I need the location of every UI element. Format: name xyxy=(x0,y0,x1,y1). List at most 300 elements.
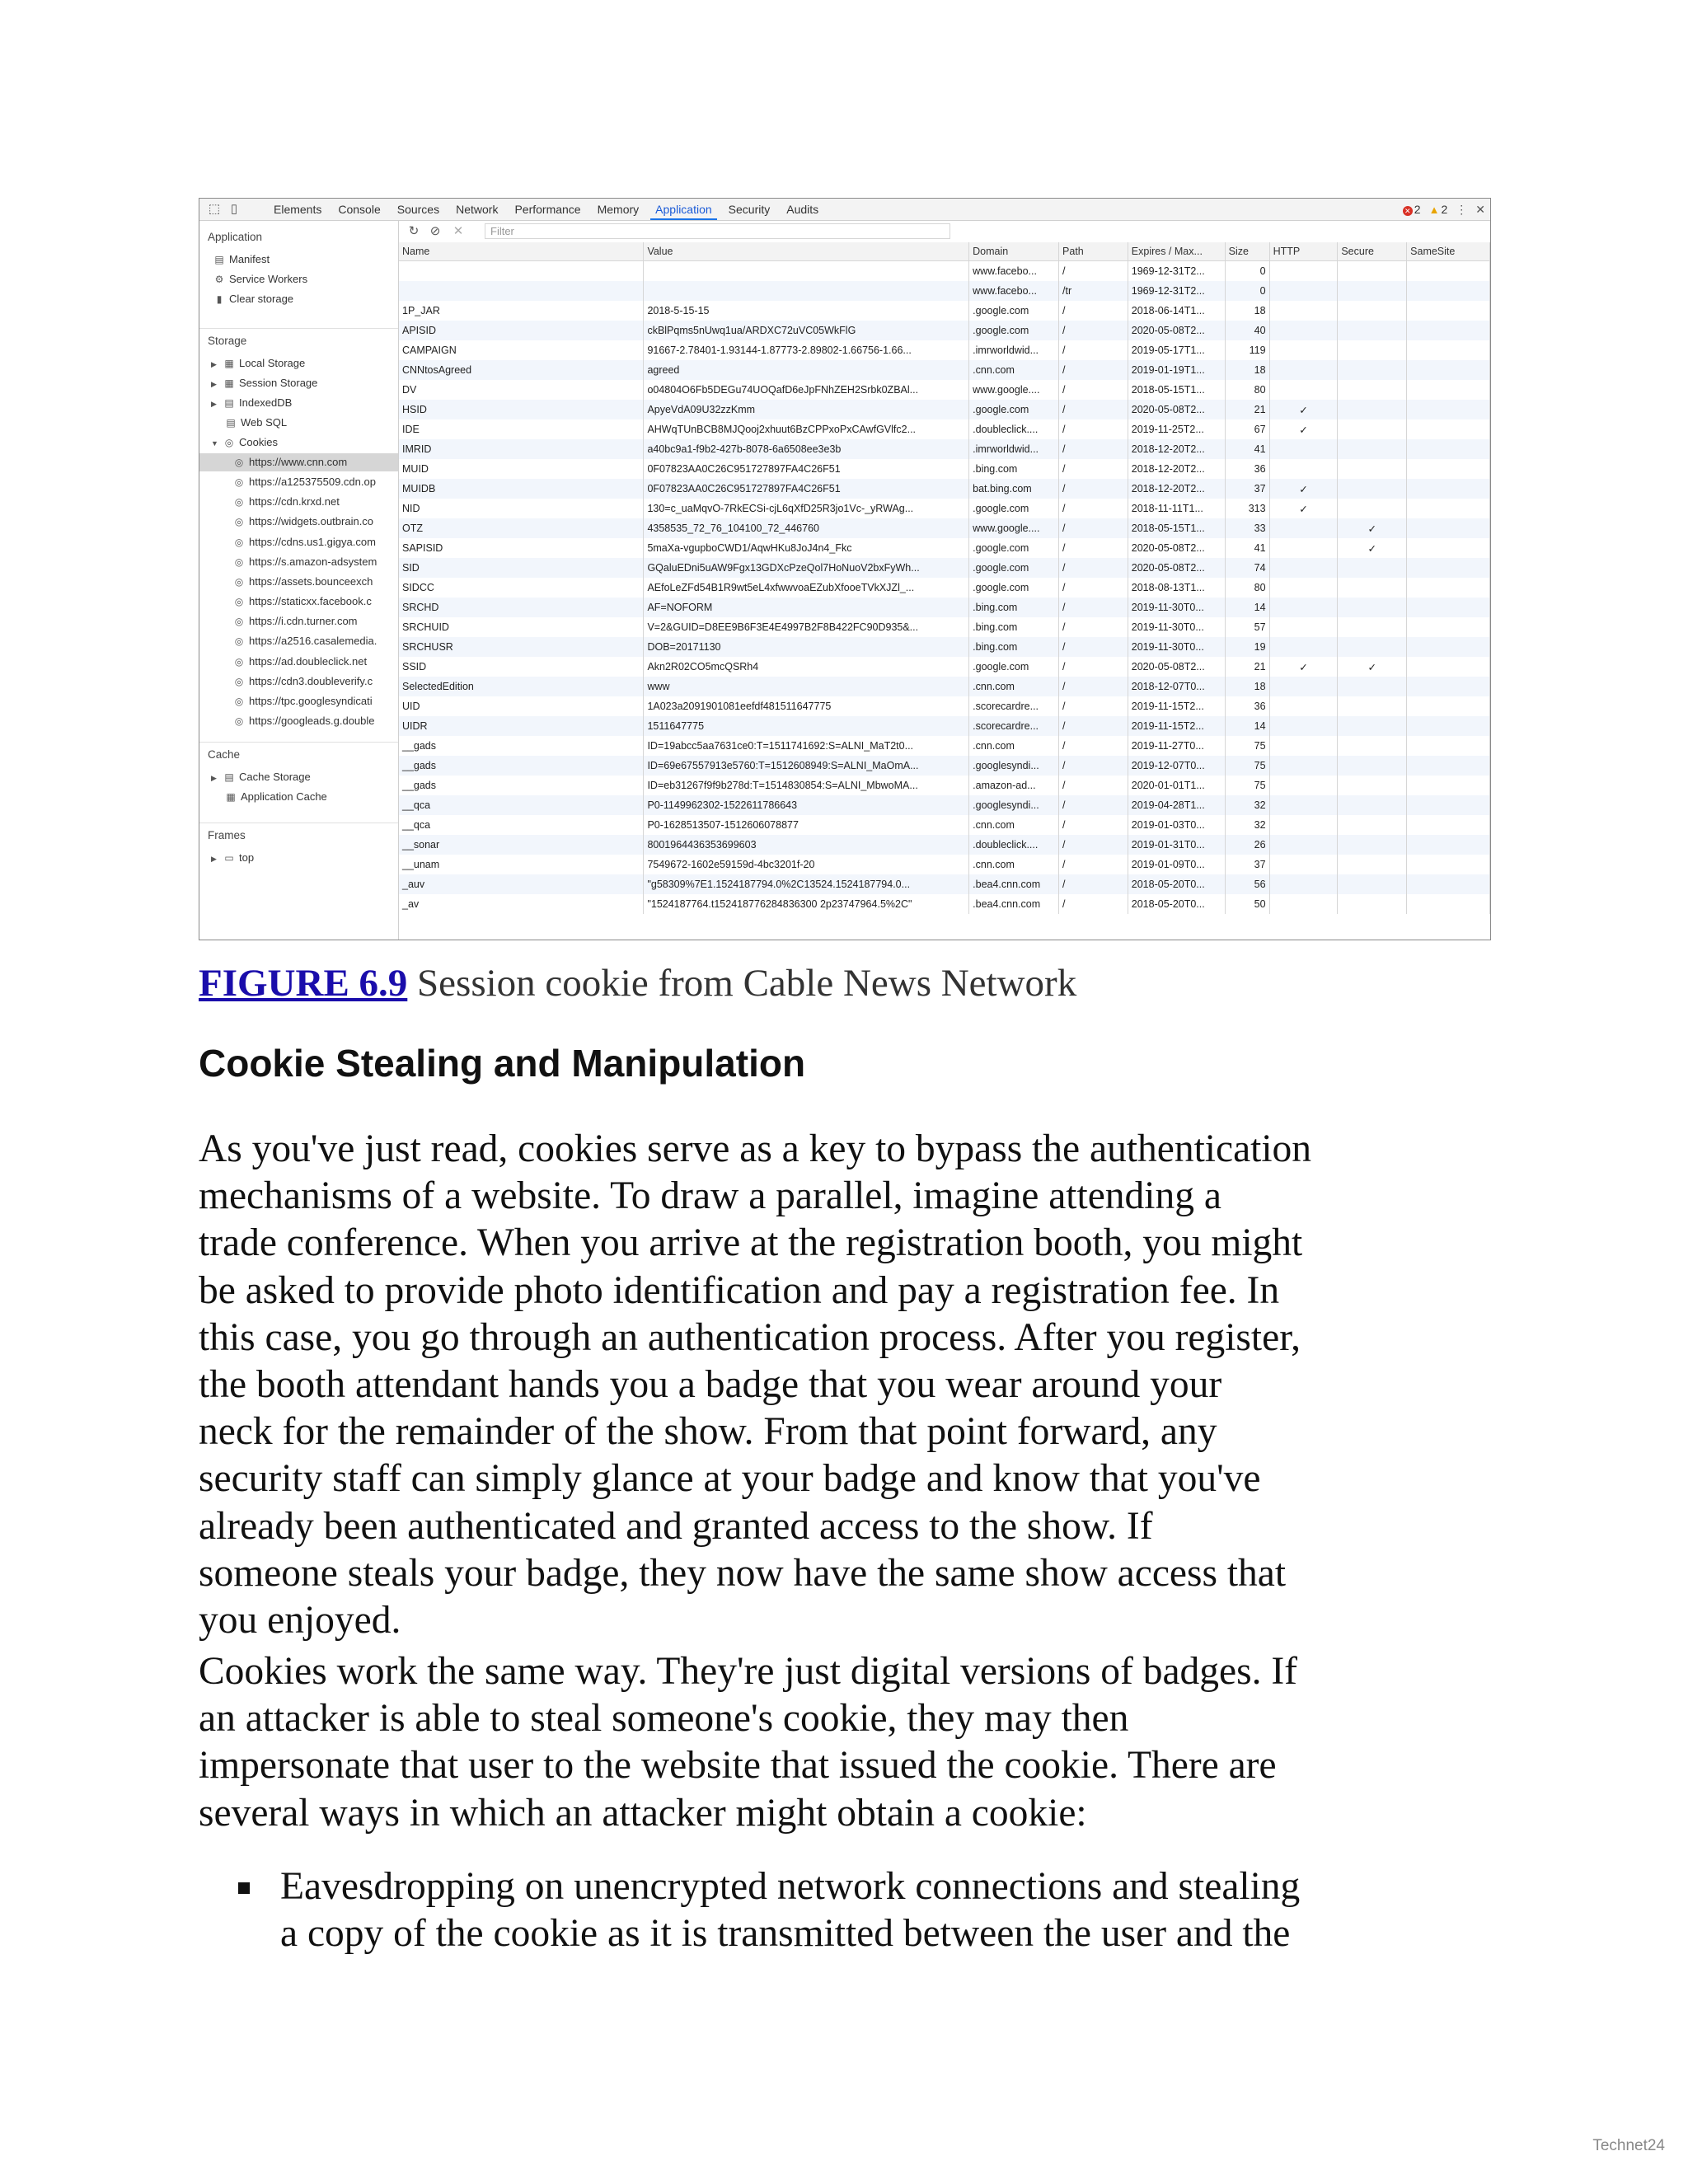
table-row[interactable] xyxy=(399,281,1490,301)
table-cell: 1A023a2091901081eefdf481511647775 xyxy=(644,696,969,716)
table-cell: .doubleclick.... xyxy=(969,419,1059,439)
table-cell: 2019-01-19T1... xyxy=(1128,360,1225,380)
sidebar-item-label: Local Storage xyxy=(239,357,306,369)
table-cell xyxy=(1407,400,1490,419)
devtools-tabs xyxy=(265,199,827,220)
table-row[interactable] xyxy=(399,795,1490,815)
table-cell: 1P_JAR xyxy=(399,301,644,321)
sidebar-item-indexeddb[interactable] xyxy=(211,394,292,412)
text-line: you enjoyed. xyxy=(199,1599,401,1643)
sidebar-item-cookie-site[interactable] xyxy=(232,513,373,531)
table-cell: 2020-05-08T2... xyxy=(1128,400,1225,419)
table-cell xyxy=(1338,716,1407,736)
table-cell: MUIDB xyxy=(399,479,644,499)
table-cell: SRCHUSR xyxy=(399,637,644,657)
table-cell: .google.com xyxy=(969,657,1059,677)
table-cell: ✓ xyxy=(1269,499,1338,518)
table-cell: 67 xyxy=(1225,419,1269,439)
table-row[interactable] xyxy=(399,558,1490,578)
table-cell: .google.com xyxy=(969,321,1059,340)
text-line: be asked to provide photo identification and pay a registration fee. In xyxy=(199,1268,1280,1312)
warning-count[interactable]: ▲ 2 xyxy=(1428,203,1448,216)
table-row[interactable] xyxy=(399,538,1490,558)
cookie-icon: ◎ xyxy=(234,575,244,588)
sidebar-item-label: https://staticxx.facebook.c xyxy=(249,595,372,608)
table-cell: 2019-11-30T0... xyxy=(1128,617,1225,637)
table-cell: .bea4.cnn.com xyxy=(969,874,1059,894)
table-cell: o04804O6Fb5DEGu74UOQafD6eJpFNhZEH2Srbk0ZBAl... xyxy=(644,380,969,400)
table-cell xyxy=(1269,321,1338,340)
table-cell xyxy=(1407,874,1490,894)
table-cell: 0F07823AA0C26C951727897FA4C26F51 xyxy=(644,459,969,479)
clear-all-icon[interactable]: ⊘ xyxy=(429,224,441,238)
table-row[interactable] xyxy=(399,617,1490,637)
sidebar-item-frame-top[interactable] xyxy=(211,849,254,867)
collapsed-arrow-icon[interactable]: ▶ xyxy=(211,360,217,368)
table-row[interactable] xyxy=(399,380,1490,400)
delete-selected-icon[interactable]: ✕ xyxy=(452,224,464,238)
sidebar-item-label: Application Cache xyxy=(241,790,327,803)
cookie-icon: ◎ xyxy=(234,635,244,648)
table-cell: 19 xyxy=(1225,637,1269,657)
text-line: someone steals your badge, they now have the same show access that xyxy=(199,1551,1287,1595)
table-cell: 2019-12-07T0... xyxy=(1128,756,1225,776)
expanded-arrow-icon[interactable]: ▼ xyxy=(211,439,218,448)
table-row[interactable] xyxy=(399,894,1490,914)
table-cell: / xyxy=(1059,360,1128,380)
table-cell: OTZ xyxy=(399,518,644,538)
sidebar-item-label: IndexedDB xyxy=(239,396,293,409)
frame-icon: ▭ xyxy=(224,852,234,864)
manifest-icon: ▤ xyxy=(214,254,224,265)
table-cell: ID=69e67557913e5760:T=1512608949:S=ALNI_MaOmA... xyxy=(644,756,969,776)
table-cell: __sonar xyxy=(399,835,644,855)
table-cell: 130=c_uaMqvO-7RkECSi-cjL6qXfD25R3jo1Vc-_yRWAg... xyxy=(644,499,969,518)
table-cell xyxy=(1338,281,1407,301)
table-cell: GQaluEDni5uAW9Fgx13GDXcPzeQol7HoNuoV2bxFyWh... xyxy=(644,558,969,578)
sidebar-item-manifest[interactable] xyxy=(213,251,270,269)
table-cell: www xyxy=(644,677,969,696)
table-cell: __gads xyxy=(399,736,644,756)
collapsed-arrow-icon[interactable]: ▶ xyxy=(211,774,217,782)
sidebar-item-session-storage[interactable] xyxy=(211,374,317,392)
text-line: impersonate that user to the website that issued the cookie. There are xyxy=(199,1744,1277,1788)
sidebar-item-cookie-site[interactable] xyxy=(232,712,375,730)
table-cell xyxy=(1338,321,1407,340)
table-cell: 2019-11-15T2... xyxy=(1128,716,1225,736)
sidebar-item-cookie-site[interactable] xyxy=(232,612,358,630)
table-cell xyxy=(1338,776,1407,795)
tab-elements[interactable]: Elements xyxy=(274,203,322,216)
table-cell xyxy=(1407,321,1490,340)
table-cell xyxy=(1338,499,1407,518)
table-cell: 2019-11-30T0... xyxy=(1128,637,1225,657)
tab-console[interactable]: Console xyxy=(338,203,381,216)
table-cell: .scorecardre... xyxy=(969,716,1059,736)
refresh-icon[interactable]: ↻ xyxy=(408,224,420,238)
table-cell: www.google.... xyxy=(969,380,1059,400)
table-cell xyxy=(1269,617,1338,637)
table-cell: MUID xyxy=(399,459,644,479)
paragraph-badge-analogy xyxy=(199,1126,1501,1644)
table-cell xyxy=(644,281,969,301)
table-header-row xyxy=(399,242,1490,261)
table-cell: 2018-11-11T1... xyxy=(1128,499,1225,518)
sidebar-item-label: https://cdn.krxd.net xyxy=(249,495,340,509)
table-cell: SSID xyxy=(399,657,644,677)
table-cell xyxy=(1338,301,1407,321)
sidebar-item-cookie-site[interactable] xyxy=(232,593,372,611)
sidebar-item-label: https://a2516.casalemedia. xyxy=(249,635,377,648)
sidebar-item-web-sql[interactable] xyxy=(224,414,287,432)
sidebar-divider xyxy=(199,742,398,743)
table-cell: 40 xyxy=(1225,321,1269,340)
column-header[interactable]: Domain xyxy=(969,242,1059,261)
sidebar-item-label: Cache Storage xyxy=(239,771,311,783)
table-cell: 2019-11-15T2... xyxy=(1128,696,1225,716)
table-cell xyxy=(1407,518,1490,538)
table-cell: 32 xyxy=(1225,795,1269,815)
table-row[interactable] xyxy=(399,499,1490,518)
sidebar-item-cookies[interactable] xyxy=(211,434,278,452)
cookie-icon: ◎ xyxy=(234,675,244,687)
cookie-icon: ◎ xyxy=(234,596,244,608)
sidebar-item-local-storage[interactable] xyxy=(211,354,305,373)
collapsed-arrow-icon[interactable]: ▶ xyxy=(211,400,217,408)
table-cell: / xyxy=(1059,795,1128,815)
grid-icon: ▦ xyxy=(226,791,236,803)
column-header[interactable]: Secure xyxy=(1338,242,1407,261)
table-cell xyxy=(1269,360,1338,380)
table-cell: / xyxy=(1059,558,1128,578)
trash-icon: ▮ xyxy=(216,293,223,305)
table-cell xyxy=(1338,894,1407,914)
table-cell: 21 xyxy=(1225,400,1269,419)
table-cell: 1969-12-31T2... xyxy=(1128,261,1225,282)
table-cell: / xyxy=(1059,499,1128,518)
table-cell: 119 xyxy=(1225,340,1269,360)
table-cell: "g58309%7E1.1524187794.0%2C13524.1524187794.0... xyxy=(644,874,969,894)
table-row[interactable] xyxy=(399,716,1490,736)
inspect-element-icon[interactable]: ⬚ xyxy=(208,202,221,216)
text-line: Cookies work the same way. They're just digital versions of badges. If xyxy=(199,1650,1297,1693)
table-cell xyxy=(1269,598,1338,617)
sidebar-item-label: Service Workers xyxy=(229,273,308,285)
table-cell: __unam xyxy=(399,855,644,874)
table-cell xyxy=(1269,855,1338,874)
close-icon[interactable]: ✕ xyxy=(1475,202,1485,216)
table-cell: / xyxy=(1059,301,1128,321)
table-cell xyxy=(1338,815,1407,835)
tab-performance[interactable]: Performance xyxy=(514,203,581,216)
table-cell xyxy=(1338,756,1407,776)
table-cell xyxy=(1407,716,1490,736)
sidebar-item-cookie-site[interactable] xyxy=(232,473,376,491)
table-cell xyxy=(1338,598,1407,617)
table-cell xyxy=(1338,736,1407,756)
cookie-icon: ◎ xyxy=(234,655,244,668)
cookie-icon: ◎ xyxy=(234,516,244,528)
table-cell: SID xyxy=(399,558,644,578)
table-cell: DOB=20171130 xyxy=(644,637,969,657)
sidebar-item-cookie-site[interactable] xyxy=(232,533,376,551)
table-cell: 2019-11-30T0... xyxy=(1128,598,1225,617)
table-row[interactable] xyxy=(399,598,1490,617)
sidebar-item-label: https://googleads.g.double xyxy=(249,714,375,727)
cookie-icon: ◎ xyxy=(234,695,244,707)
table-row[interactable] xyxy=(399,657,1490,677)
table-cell: ✓ xyxy=(1269,479,1338,499)
table-cell: 0 xyxy=(1225,281,1269,301)
sidebar-section-cache: Cache xyxy=(208,748,241,761)
table-row[interactable] xyxy=(399,835,1490,855)
sidebar-item-clear-storage[interactable] xyxy=(213,290,293,308)
sidebar-item-application-cache[interactable] xyxy=(224,788,327,806)
table-row[interactable] xyxy=(399,776,1490,795)
table-row[interactable] xyxy=(399,419,1490,439)
table-row[interactable] xyxy=(399,756,1490,776)
column-header[interactable]: Name xyxy=(399,242,644,261)
error-count[interactable]: ✕ 2 xyxy=(1403,203,1421,216)
table-row[interactable] xyxy=(399,696,1490,716)
figure-link[interactable]: FIGURE 6.9 xyxy=(199,962,408,1005)
paragraph-cookie-theft xyxy=(199,1648,1501,1837)
table-cell: 2020-01-01T1... xyxy=(1128,776,1225,795)
table-cell: NID xyxy=(399,499,644,518)
table-cell xyxy=(1338,874,1407,894)
table-cell: 2020-05-08T2... xyxy=(1128,657,1225,677)
table-cell xyxy=(1338,340,1407,360)
text-line: the booth attendant hands you a badge that you wear around your xyxy=(199,1363,1222,1407)
table-cell: UIDR xyxy=(399,716,644,736)
table-cell: 80 xyxy=(1225,578,1269,598)
sidebar-item-label: top xyxy=(239,851,255,864)
column-header[interactable]: Size xyxy=(1225,242,1269,261)
table-cell: 4358535_72_76_104100_72_446760 xyxy=(644,518,969,538)
table-row[interactable] xyxy=(399,479,1490,499)
table-cell: 36 xyxy=(1225,696,1269,716)
table-cell: a40bc9a1-f9b2-427b-8078-6a6508ee3e3b xyxy=(644,439,969,459)
table-cell xyxy=(1338,855,1407,874)
table-cell xyxy=(1269,756,1338,776)
sidebar-item-cookie-site[interactable] xyxy=(232,673,373,691)
table-row[interactable] xyxy=(399,261,1490,282)
cookie-icon: ◎ xyxy=(234,457,244,468)
table-cell xyxy=(1407,677,1490,696)
warning-icon: ▲ xyxy=(1428,204,1440,216)
sidebar-item-cookie-site[interactable] xyxy=(232,692,373,710)
sidebar-item-cookie-site[interactable] xyxy=(232,493,340,511)
table-cell xyxy=(1338,637,1407,657)
table-cell: AHWqTUnBCB8MJQooj2xhuut6BzCPPxoPxCAwfGVlfc2... xyxy=(644,419,969,439)
table-cell: __gads xyxy=(399,756,644,776)
table-cell: .google.com xyxy=(969,578,1059,598)
table-row[interactable] xyxy=(399,855,1490,874)
table-cell: "1524187764.t152418776284836300 2p23747964.5%2C" xyxy=(644,894,969,914)
table-cell: 56 xyxy=(1225,874,1269,894)
table-cell xyxy=(1269,281,1338,301)
table-cell: www.facebo... xyxy=(969,281,1059,301)
filter-input[interactable]: Filter xyxy=(485,223,950,239)
sidebar-item-label: Manifest xyxy=(229,253,270,265)
table-row[interactable] xyxy=(399,439,1490,459)
table-cell xyxy=(1407,696,1490,716)
column-header[interactable]: Expires / Max... xyxy=(1128,242,1225,261)
table-cell: 2019-01-09T0... xyxy=(1128,855,1225,874)
table-row[interactable] xyxy=(399,637,1490,657)
sidebar-item-label: Session Storage xyxy=(239,377,318,389)
table-cell xyxy=(1407,439,1490,459)
table-cell xyxy=(1269,459,1338,479)
table-row[interactable] xyxy=(399,301,1490,321)
table-cell xyxy=(1407,637,1490,657)
table-cell: 36 xyxy=(1225,459,1269,479)
table-cell: 2018-05-15T1... xyxy=(1128,380,1225,400)
table-cell xyxy=(1269,795,1338,815)
table-cell: HSID xyxy=(399,400,644,419)
bullet-marker xyxy=(238,1882,250,1894)
table-cell: 1511647775 xyxy=(644,716,969,736)
table-row[interactable] xyxy=(399,874,1490,894)
table-cell: / xyxy=(1059,696,1128,716)
table-cell: www.google.... xyxy=(969,518,1059,538)
tab-memory[interactable]: Memory xyxy=(597,203,640,216)
table-cell: / xyxy=(1059,815,1128,835)
table-cell: ✓ xyxy=(1338,538,1407,558)
table-cell: / xyxy=(1059,598,1128,617)
table-cell xyxy=(1269,894,1338,914)
sidebar-item-cookie-site[interactable] xyxy=(232,653,367,671)
table-cell: / xyxy=(1059,400,1128,419)
table-cell: 18 xyxy=(1225,301,1269,321)
table-cell: ✓ xyxy=(1338,657,1407,677)
table-cell: .google.com xyxy=(969,558,1059,578)
sidebar-item-label: https://i.cdn.turner.com xyxy=(249,615,358,628)
tab-sources[interactable]: Sources xyxy=(396,203,440,216)
table-cell: 2018-12-20T2... xyxy=(1128,459,1225,479)
tab-application[interactable]: Application xyxy=(647,199,720,220)
table-cell: 75 xyxy=(1225,776,1269,795)
sidebar-item-label: https://cdns.us1.gigya.com xyxy=(249,535,376,548)
table-row[interactable] xyxy=(399,340,1490,360)
table-cell: .doubleclick.... xyxy=(969,835,1059,855)
sidebar-item-cookie-site[interactable] xyxy=(199,453,398,471)
more-options-icon[interactable]: ⋮ xyxy=(1456,202,1468,216)
table-row[interactable] xyxy=(399,815,1490,835)
table-row[interactable] xyxy=(399,360,1490,380)
table-cell xyxy=(1407,815,1490,835)
table-cell: 0F07823AA0C26C951727897FA4C26F51 xyxy=(644,479,969,499)
table-cell xyxy=(1407,776,1490,795)
table-cell: SAPISID xyxy=(399,538,644,558)
text-line: neck for the remainder of the show. From that point forward, any xyxy=(199,1410,1217,1454)
table-cell xyxy=(1269,340,1338,360)
table-cell xyxy=(1407,499,1490,518)
sidebar-item-label: https://ad.doubleclick.net xyxy=(249,654,368,668)
sidebar-item-cookie-site[interactable] xyxy=(232,573,373,591)
table-cell xyxy=(1338,677,1407,696)
collapsed-arrow-icon[interactable]: ▶ xyxy=(211,380,217,388)
column-header[interactable]: Path xyxy=(1059,242,1128,261)
tab-security[interactable]: Security xyxy=(728,203,771,216)
table-cell: ID=19abcc5aa7631ce0:T=1511741692:S=ALNI_MaT2t0... xyxy=(644,736,969,756)
table-cell: 75 xyxy=(1225,756,1269,776)
table-cell: / xyxy=(1059,716,1128,736)
tab-network[interactable]: Network xyxy=(456,203,499,216)
table-cell: _auv xyxy=(399,874,644,894)
table-cell: ckBlPqms5nUwq1ua/ARDXC72uVC05WkFlG xyxy=(644,321,969,340)
table-cell xyxy=(1407,459,1490,479)
table-cell: P0-1149962302-1522611786643 xyxy=(644,795,969,815)
table-row[interactable] xyxy=(399,677,1490,696)
application-sidebar xyxy=(199,221,399,940)
table-cell: / xyxy=(1059,380,1128,400)
table-row[interactable] xyxy=(399,578,1490,598)
cookies-panel xyxy=(399,221,1490,940)
column-header[interactable]: HTTP xyxy=(1269,242,1338,261)
table-cell: .cnn.com xyxy=(969,736,1059,756)
sidebar-item-cache-storage[interactable] xyxy=(211,768,311,786)
table-cell: 50 xyxy=(1225,894,1269,914)
table-cell: Akn2R02CO5mcQSRh4 xyxy=(644,657,969,677)
section-heading: Cookie Stealing and Manipulation xyxy=(199,1042,806,1085)
table-cell xyxy=(1407,795,1490,815)
table-cell: / xyxy=(1059,776,1128,795)
tab-audits[interactable]: Audits xyxy=(786,203,819,216)
table-cell: 57 xyxy=(1225,617,1269,637)
text-line: Eavesdropping on unencrypted network connections and stealing xyxy=(280,1865,1301,1908)
table-cell: 313 xyxy=(1225,499,1269,518)
table-cell: 2018-12-20T2... xyxy=(1128,439,1225,459)
devtools-toolbar xyxy=(199,199,1490,221)
text-line: already been authenticated and granted access to the show. If xyxy=(199,1504,1153,1548)
column-header[interactable]: Value xyxy=(644,242,969,261)
table-cell xyxy=(1407,617,1490,637)
table-cell: / xyxy=(1059,855,1128,874)
table-cell: 41 xyxy=(1225,538,1269,558)
table-cell: 33 xyxy=(1225,518,1269,538)
table-cell: __gads xyxy=(399,776,644,795)
table-cell: 37 xyxy=(1225,855,1269,874)
table-cell xyxy=(1407,578,1490,598)
column-header[interactable]: SameSite xyxy=(1407,242,1490,261)
table-cell xyxy=(1338,696,1407,716)
sidebar-item-label: https://s.amazon-adsystem xyxy=(249,555,377,568)
table-row[interactable] xyxy=(399,736,1490,756)
table-row[interactable] xyxy=(399,321,1490,340)
database-icon: ▤ xyxy=(224,397,234,409)
table-row[interactable] xyxy=(399,459,1490,479)
table-cell xyxy=(1269,776,1338,795)
caption-text: Session cookie from Cable News Network xyxy=(407,962,1077,1005)
table-cell: .bing.com xyxy=(969,637,1059,657)
table-cell xyxy=(1269,380,1338,400)
collapsed-arrow-icon[interactable]: ▶ xyxy=(211,855,217,863)
sidebar-item-service-workers[interactable] xyxy=(213,270,307,288)
footer-watermark: Technet24 xyxy=(1592,2137,1665,2154)
sidebar-item-cookie-site[interactable] xyxy=(232,632,377,650)
sidebar-item-cookie-site[interactable] xyxy=(232,553,377,571)
table-cell: .google.com xyxy=(969,499,1059,518)
table-cell xyxy=(1338,459,1407,479)
table-row[interactable] xyxy=(399,400,1490,419)
table-cell xyxy=(1269,716,1338,736)
sidebar-item-label: Web SQL xyxy=(241,416,288,429)
table-cell xyxy=(1338,558,1407,578)
table-row[interactable] xyxy=(399,518,1490,538)
table-cell: / xyxy=(1059,479,1128,499)
device-toggle-icon[interactable]: ▯ xyxy=(230,202,238,216)
